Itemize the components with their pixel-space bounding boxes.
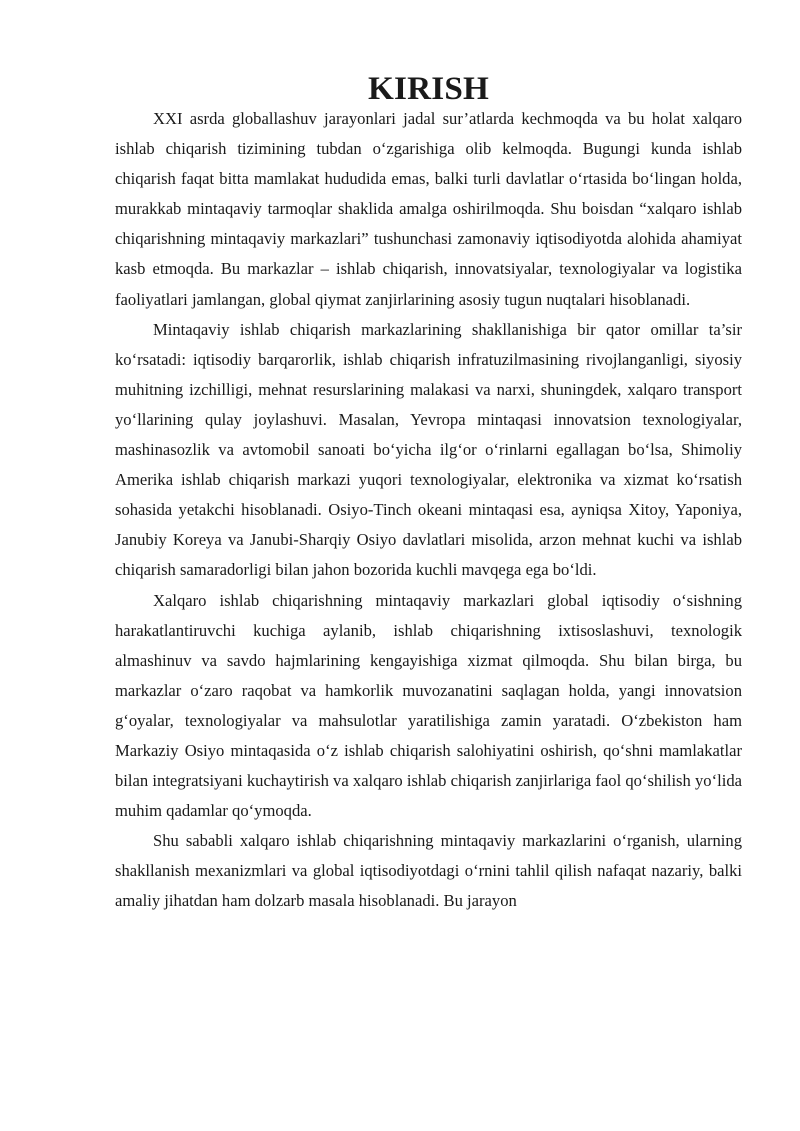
paragraph-2: Mintaqaviy ishlab chiqarish markazlarining shakllanishiga bir qator omillar ta’sir ko‘rsatadi: iqtisodiy barqarorlik, ishlab chiqarish infratuzilmasining rivojlanganligi, siyosiy muhitning izchilligi, mehnat resurslarining malakasi va narxi, shuningdek, xalqaro transport yo‘llarining qulay joylashuvi. Masalan, Yevropa mintaqasi innovatsion texnologiyalar, mashinasozlik va avtomobil sanoati bo‘yicha ilg‘or o‘rinlarni egallagan bo‘lsa, Shimoliy Amerika ishlab chiqarish markazi yuqori texnologiyalar, elektronika va xizmat ko‘rsatish sohasida yetakchi hisoblanadi. Osiyo-Tinch okeani mintaqasi esa, ayniqsa Xitoy, Yaponiya, Janubiy Koreya va Janubi-Sharqiy Osiyo davlatlari misolida, arzon mehnat kuchi va ishlab chiqarish samaradorligi bilan jahon bozorida kuchli mavqega ega bo‘ldi. — [115, 319, 742, 580]
document-page — [115, 70, 742, 917]
paragraph-3: Xalqaro ishlab chiqarishning mintaqaviy markazlari global iqtisodiy o‘sishning harakatlantiruvchi kuchiga aylanib, ishlab chiqarishning ixtisoslashuvi, texnologik almashinuv va savdo hajmlarining kengayishiga xizmat qilmoqda. Shu bilan birga, bu markazlar o‘zaro raqobat va hamkorlik muvozanatini saqlagan holda, yangi innovatsion g‘oyalar, texnologiyalar va mahsulotlar yaratilishiga zamin yaratadi. O‘zbekiston ham Markaziy Osiyo mintaqasida o‘z ishlab chiqarish salohiyatini oshirish, qo‘shni mamlakatlar bilan integratsiyani kuchaytirish va xalqaro ishlab chiqarish zanjirlariga faol qo‘shilish yo‘lida muhim qadamlar qo‘ymoqda. — [115, 590, 742, 821]
paragraph-1: XXI asrda globallashuv jarayonlari jadal sur’atlarda kechmoqda va bu holat xalqaro ishlab chiqarish tizimining tubdan o‘zgarishiga olib kelmoqda. Bugungi kunda ishlab chiqarish faqat bitta mamlakat hududida emas, balki turli davlatlar o‘rtasida bo‘lingan holda, murakkab mintaqaviy tarmoqlar shaklida amalga oshirilmoqda. Shu boisdan “xalqaro ishlab chiqarishning mintaqaviy markazlari” tushunchasi zamonaviy iqtisodiyotda alohida ahamiyat kasb etmoqda. Bu markazlar – ishlab chiqarish, innovatsiyalar, texnologiyalar va logistika faoliyatlari jamlangan, global qiymat zanjirlarining asosiy tugun nuqtalari hisoblanadi. — [115, 109, 742, 309]
page-title: KIRISH — [367, 70, 490, 107]
paragraph-4: Shu sababli xalqaro ishlab chiqarishning mintaqaviy markazlarini o‘rganish, ularning shakllanish mexanizmlari va global iqtisodiyotdagi o‘rnini tahlil qilish nafaqat nazariy, balki amaliy jihatdan ham dolzarb masala hisoblanadi. Bu jarayon — [115, 831, 742, 911]
